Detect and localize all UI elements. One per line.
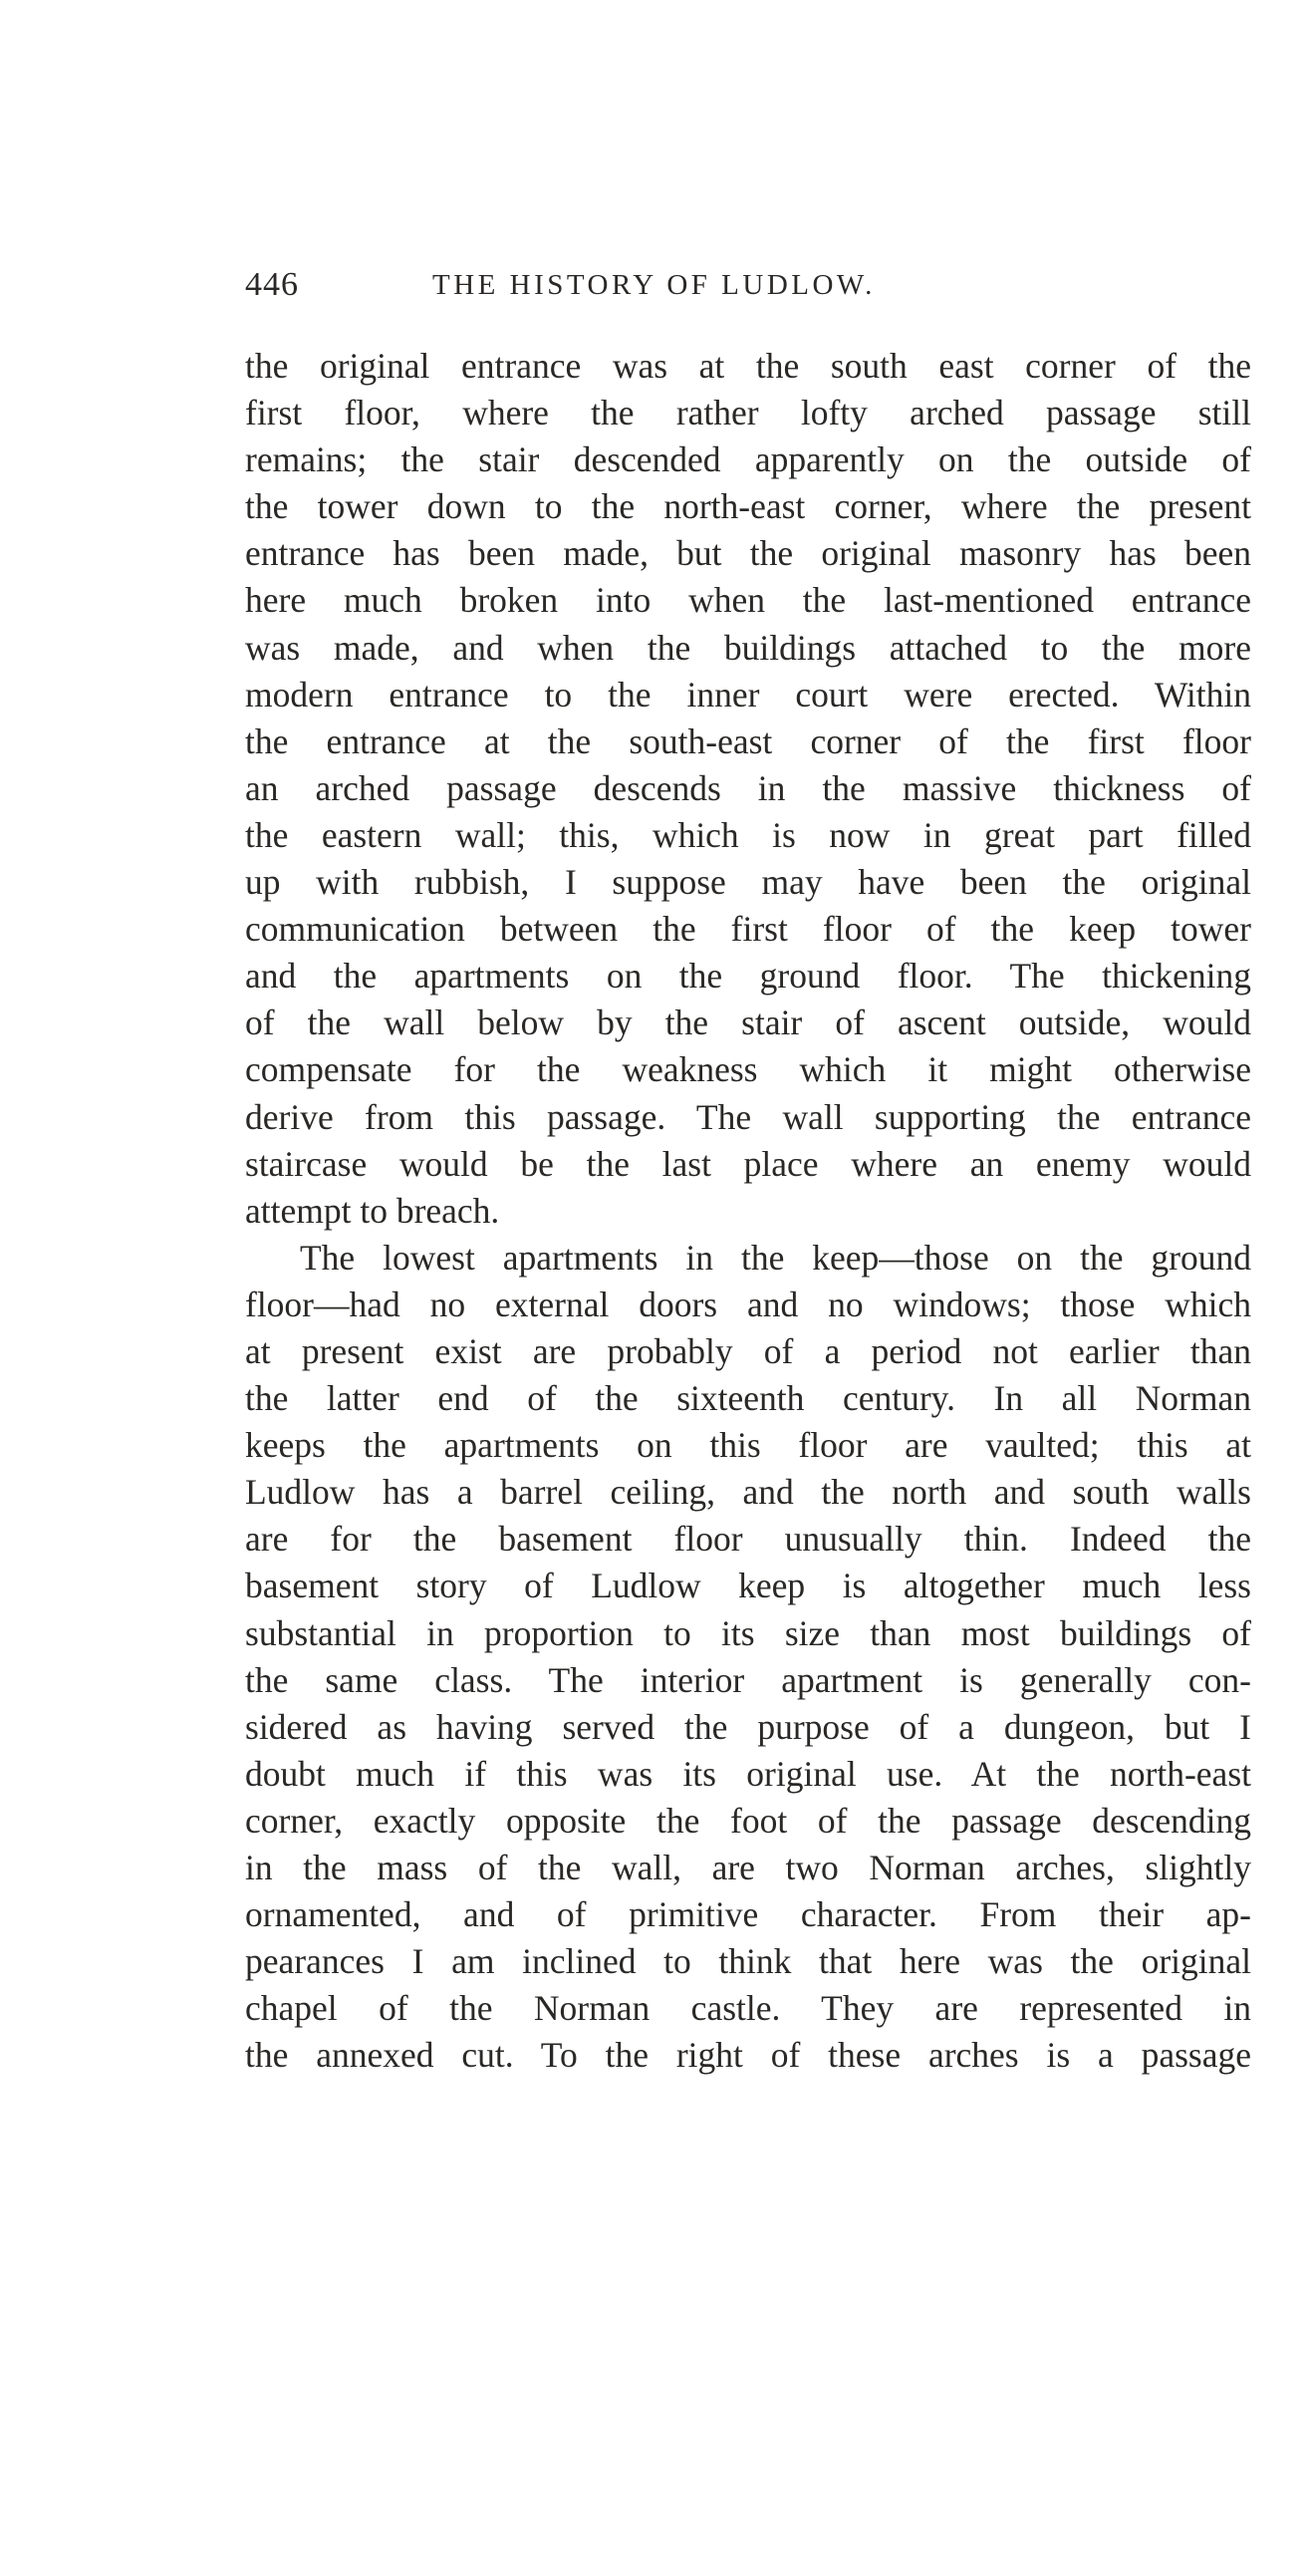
text-line: chapel of the Norman castle. They are represented in	[245, 1988, 1251, 2029]
text-line: sidered as having served the purpose of a dungeon, but I	[245, 1706, 1251, 1747]
text-line: the entrance at the south-east corner of the first floor	[245, 720, 1251, 761]
page-number: 446	[245, 266, 299, 303]
text-line: the same class. The interior apartment is generally con-	[245, 1659, 1251, 1700]
text-line: the annexed cut. To the right of these arches is a passage	[245, 2035, 1251, 2076]
text-line: compensate for the weakness which it might otherwise	[245, 1049, 1251, 1090]
body-text	[245, 343, 1251, 2079]
text-line: the tower down to the north-east corner, where the present	[245, 486, 1251, 527]
text-line: are for the basement floor unusually thin. Indeed the	[245, 1519, 1251, 1560]
text-line: keeps the apartments on this floor are vaulted; this at	[245, 1425, 1251, 1466]
text-line: an arched passage descends in the massive thickness of	[245, 767, 1251, 808]
text-line: floor—had no external doors and no windows; those which	[245, 1284, 1251, 1324]
text-line: here much broken into when the last-mentioned entrance	[245, 580, 1251, 621]
running-title: THE HISTORY OF LUDLOW.	[432, 269, 876, 301]
text-line: modern entrance to the inner court were erected. Within	[245, 674, 1251, 715]
text-line: up with rubbish, I suppose may have been the original	[245, 862, 1251, 903]
text-line: derive from this passage. The wall supporting the entrance	[245, 1096, 1251, 1137]
text-line: the original entrance was at the south east corner of the	[245, 346, 1251, 386]
text-line: staircase would be the last place where an enemy would	[245, 1143, 1251, 1184]
text-line: basement story of Ludlow keep is altogether much less	[245, 1566, 1251, 1606]
text-line: corner, exactly opposite the foot of the passage descending	[245, 1800, 1251, 1841]
text-line: the eastern wall; this, which is now in great part filled	[245, 814, 1251, 855]
text-line: attempt to breach.	[245, 1190, 500, 1231]
text-line: remains; the stair descended apparently on the outside of	[245, 439, 1251, 480]
text-line: of the wall below by the stair of ascent outside, would	[245, 1002, 1251, 1043]
text-line: ornamented, and of primitive character. From their ap-	[245, 1894, 1251, 1935]
text-line: at present exist are probably of a period not earlier than	[245, 1330, 1251, 1371]
text-line: first floor, where the rather lofty arched passage still	[245, 393, 1251, 433]
text-line: the latter end of the sixteenth century. In all Norman	[245, 1378, 1251, 1419]
text-line: communication between the first floor of the keep tower	[245, 909, 1251, 950]
text-line: in the mass of the wall, are two Norman arches, slightly	[245, 1848, 1251, 1887]
running-head	[245, 263, 1251, 307]
text-line: was made, and when the buildings attached to the more	[245, 627, 1251, 668]
text-line: substantial in proportion to its size than most buildings of	[245, 1612, 1251, 1653]
text-line: doubt much if this was its original use. At the north-east	[245, 1753, 1251, 1794]
paragraph-first-line: The lowest apartments in the keep—those on the ground	[300, 1237, 1251, 1278]
text-line: Ludlow has a barrel ceiling, and the north and south walls	[245, 1472, 1251, 1513]
text-line: entrance has been made, but the original masonry has been	[245, 533, 1251, 574]
text-line: and the apartments on the ground floor. The thickening	[245, 956, 1251, 997]
text-line: pearances I am inclined to think that here was the original	[245, 1941, 1251, 1982]
